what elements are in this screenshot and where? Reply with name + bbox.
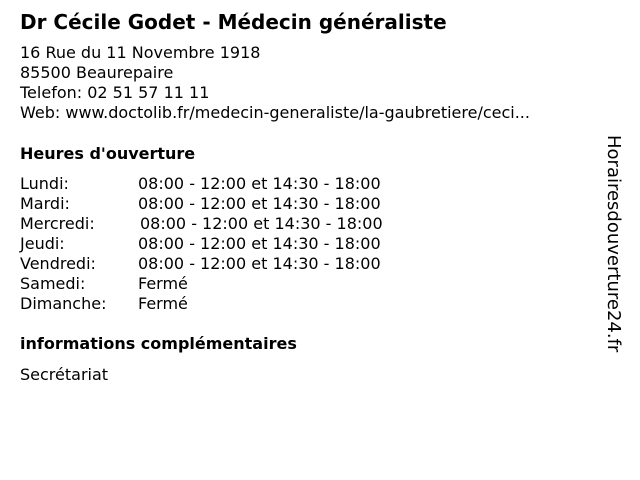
hours-day: Vendredi: xyxy=(20,254,96,273)
hours-day: Jeudi: xyxy=(20,234,65,253)
website-link[interactable]: Web: www.doctolib.fr/medecin-generaliste/la-gaubretiere/ceci... xyxy=(20,103,530,122)
site-brand-vertical: Horairesdouverture24.fr xyxy=(603,135,624,353)
hours-day: Samedi: xyxy=(20,274,86,293)
hours-day: Dimanche: xyxy=(20,294,107,313)
additional-info-text: Secrétariat xyxy=(20,365,109,384)
hours-day: Mercredi: xyxy=(20,214,95,233)
page-title: Dr Cécile Godet - Médecin généraliste xyxy=(20,10,447,34)
hours-time: Fermé xyxy=(138,294,188,313)
hours-time: Fermé xyxy=(138,274,188,293)
address-block xyxy=(20,43,530,123)
additional-info-heading: informations complémentaires xyxy=(20,334,297,353)
address-city: 85500 Beaurepaire xyxy=(20,63,174,82)
hours-time: 08:00 - 12:00 et 14:30 - 18:00 xyxy=(140,214,383,233)
hours-time: 08:00 - 12:00 et 14:30 - 18:00 xyxy=(138,194,381,213)
hours-time: 08:00 - 12:00 et 14:30 - 18:00 xyxy=(138,254,381,273)
hours-heading: Heures d'ouverture xyxy=(20,144,196,163)
phone-number: Telefon: 02 51 57 11 11 xyxy=(20,83,210,102)
address-street: 16 Rue du 11 Novembre 1918 xyxy=(20,43,261,62)
hours-time: 08:00 - 12:00 et 14:30 - 18:00 xyxy=(138,234,381,253)
hours-time: 08:00 - 12:00 et 14:30 - 18:00 xyxy=(138,174,381,193)
hours-day: Lundi: xyxy=(20,174,69,193)
hours-day: Mardi: xyxy=(20,194,70,213)
